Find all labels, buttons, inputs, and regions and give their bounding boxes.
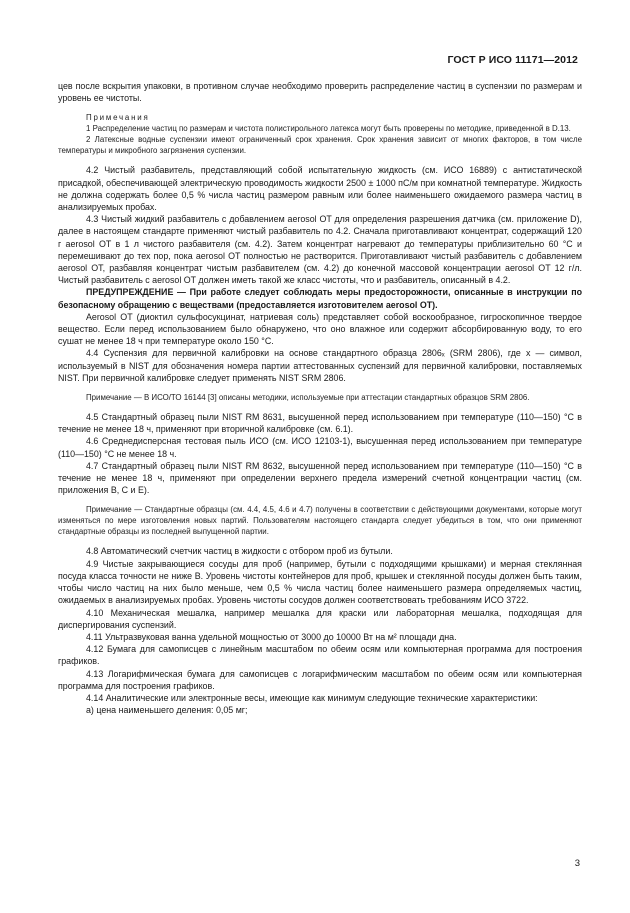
note-srm-2806: Примечание — В ИСО/ТО 16144 [3] описаны методики, используемые при аттестации стандартных образцов SRM 2806. — [86, 393, 530, 403]
section-4-12: 4.12 Бумага для самописцев с линейным масштабом по обеим осям или компьютерная программа для построения графиков. — [58, 644, 582, 667]
section-4-11: 4.11 Ультразвуковая ванна удельной мощностью от 3000 до 10000 Вт на м² площади дна. — [86, 631, 457, 642]
section-4-3: 4.3 Чистый жидкий разбавитель с добавлением aerosol OT для определения разрешения датчика (см. приложение D), далее в настоящем стандарте применяют чистый разбавитель по 4.2. Сначала приготавливают концентрат, содержащий 120 г aerosol OT в 1 л чистого разбавителя (см. 4.2). Затем концентрат нагревают до температуры приблизительно 60 °С и перемешивают до тех пор, пока aerosol OT полностью не растворится. Приготавливают чистый разбавитель с добавлением aerosol OT, разбавляя концентрат чистым разбавителем (см. 4.2) до конечной массовой концентрации aerosol OT 12 г/л. Чистый разбавитель с aerosol OT должен иметь такой же класс чистоты, что и разбавитель, описанный в 4.2. — [58, 214, 582, 286]
notes-heading: Примечания — [86, 113, 150, 123]
note-1: 1 Распределение частиц по размерам и чистота полистирольного латекса могут быть проверены по методике, приведенной в D.13. — [86, 124, 571, 134]
section-4-5: 4.5 Стандартный образец пыли NIST RM 8631, высушенной перед использованием при температуре (110—150) °С в течение не менее 18 ч, применяют при вторичной калибровке (см. 6.1). — [58, 412, 582, 435]
list-item-a: а) цена наименьшего деления: 0,05 мг; — [86, 705, 248, 716]
section-4-4: 4.4 Суспензия для первичной калибровки на основе стандартного образца 2806ₓ (SRM 2806), где х — символ, используемый в NIST для обозначения номера партии аттестованных суспензий для первичной калибровки, поставляемых NIST. При первичной калибровке следует применять NIST SRM 2806. — [58, 348, 582, 383]
note-reference-materials: Примечание — Стандартные образцы (см. 4.4, 4.5, 4.6 и 4.7) получены в соответствии с действующими документами, которые могут изменяться по мере изготовления новых партий. Пользователям настоящего стандарта следует убедиться в том, что они применяют стандартные образцы из последней выпущенной партии. — [58, 505, 582, 537]
note-2: 2 Латексные водные суспензии имеют ограниченный срок хранения. Срок хранения зависит от многих факторов, в том числе температуры и микробного загрязнения суспензии. — [58, 135, 582, 156]
section-4-9: 4.9 Чистые закрывающиеся сосуды для проб (например, бутыли с подходящими крышками) и мерная стеклянная посуда класса точности не ниже В. Уровень чистоты контейнеров для проб, крышек и стеклянной посуды должен быть таким, чтобы число частиц на них было меньше, чем 0,5 % числа частиц более наименьшего размера определяемых частиц, ожидаемых в анализируемых пробах. Уровень чистоты сосудов должен соответствовать требованиям ИСО 3722. — [58, 558, 582, 606]
section-4-14: 4.14 Аналитические или электронные весы, имеющие как минимум следующие технические характеристики: — [86, 692, 538, 703]
page-number: 3 — [574, 858, 580, 869]
section-4-8: 4.8 Автоматический счетчик частиц в жидкости с отбором проб из бутыли. — [86, 546, 393, 557]
section-4-10: 4.10 Механическая мешалка, например мешалка для краски или лабораторная мешалка, подходящая для диспергирования суспензий. — [58, 607, 582, 630]
section-4-7: 4.7 Стандартный образец пыли NIST RM 8632, высушенной перед использованием при температуре (110—150) °С в течение не менее 18 ч, применяют при определении верхнего предела измерений счетной концентрации частиц (см. приложения В, С и Е). — [58, 460, 582, 496]
aerosol-ot-paragraph: Aerosol OT (диоктил сульфосукцинат, натриевая соль) представляет собой воскообразное, гигроскопичное твердое вещество. Если перед использованием было обнаружено, что оно влажное или содержит абсорбированную воду, то его сушат не менее 18 ч при температуре около 150 °С. — [58, 311, 582, 347]
document-body — [58, 80, 582, 716]
warning-paragraph: ПРЕДУПРЕЖДЕНИЕ — При работе следует соблюдать меры предосторожности, описанные в инструкции по безопасному обращению с веществами (предоставляется изготовителем aerosol OT). — [58, 287, 582, 310]
section-4-2: 4.2 Чистый разбавитель, представляющий собой испытательную жидкость (см. ИСО 16889) с антистатической присадкой, обеспечивающей электрическую проводимость жидкости 2500 ± 1000 пС/м при комнатной температуре. Жидкость не должна содержать более 0,5 % числа частиц размером равным или более наименьшего ожидаемого размера частиц в анализируемых пробах. — [58, 165, 582, 213]
section-4-13: 4.13 Логарифмическая бумага для самописцев с логарифмическим масштабом по обеим осям или компьютерная программа для построения графиков. — [58, 668, 582, 691]
paragraph: цев после вскрытия упаковки, в противном случае необходимо проверить распределение частиц в суспензии по размерам и уровень ее чистоты. — [58, 81, 582, 104]
page-header: ГОСТ Р ИСО 11171—2012 — [447, 54, 578, 66]
section-4-6: 4.6 Среднедисперсная тестовая пыль ИСО (см. ИСО 12103-1), высушенная перед использованием при температуре (110—150) °С не менее 18 ч. — [58, 436, 582, 459]
